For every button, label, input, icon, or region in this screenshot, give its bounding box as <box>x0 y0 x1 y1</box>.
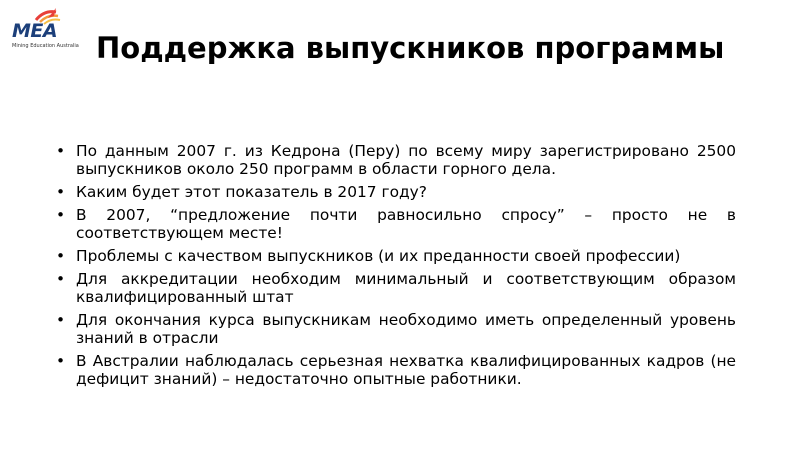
list-item <box>56 142 736 178</box>
list-item-text: В Австралии наблюдалась серьезная нехватка квалифицированных кадров (не дефицит знаний) – недостаточно опытные работники. <box>76 352 736 388</box>
list-item-text: По данным 2007 г. из Кедрона (Перу) по всему миру зарегистрировано 2500 выпускников около 250 программ в области горного дела. <box>76 142 736 178</box>
bullet-marker: • <box>56 183 66 201</box>
list-item-text: Каким будет этот показатель в 2017 году? <box>76 183 427 201</box>
list-item-text: Проблемы с качеством выпускников (и их преданности своей профессии) <box>76 247 681 265</box>
list-item <box>56 206 736 242</box>
bullet-marker: • <box>56 142 66 160</box>
list-item <box>56 352 736 388</box>
list-item-text: В 2007, “предложение почти равносильно спросу” – просто не в соответствующем месте! <box>76 206 736 242</box>
list-item <box>56 247 736 265</box>
bullet-marker: • <box>56 352 66 370</box>
list-item-text: Для аккредитации необходим минимальный и соответствующим образом квалифицированный штат <box>76 270 736 306</box>
page-title: Поддержка выпускников программы <box>96 31 725 65</box>
list-item <box>56 183 736 201</box>
bullet-list <box>56 142 736 393</box>
bullet-marker: • <box>56 206 66 224</box>
bullet-marker: • <box>56 270 66 288</box>
bullet-marker: • <box>56 311 66 329</box>
list-item-text: Для окончания курса выпускникам необходимо иметь определенный уровень знаний в отрасли <box>76 311 736 347</box>
list-item <box>56 311 736 347</box>
mea-logo <box>6 6 86 58</box>
logo-tagline: Mining Education Australia <box>12 43 79 49</box>
logo-wordmark: MEA <box>12 20 58 42</box>
bullet-marker: • <box>56 247 66 265</box>
list-item <box>56 270 736 306</box>
